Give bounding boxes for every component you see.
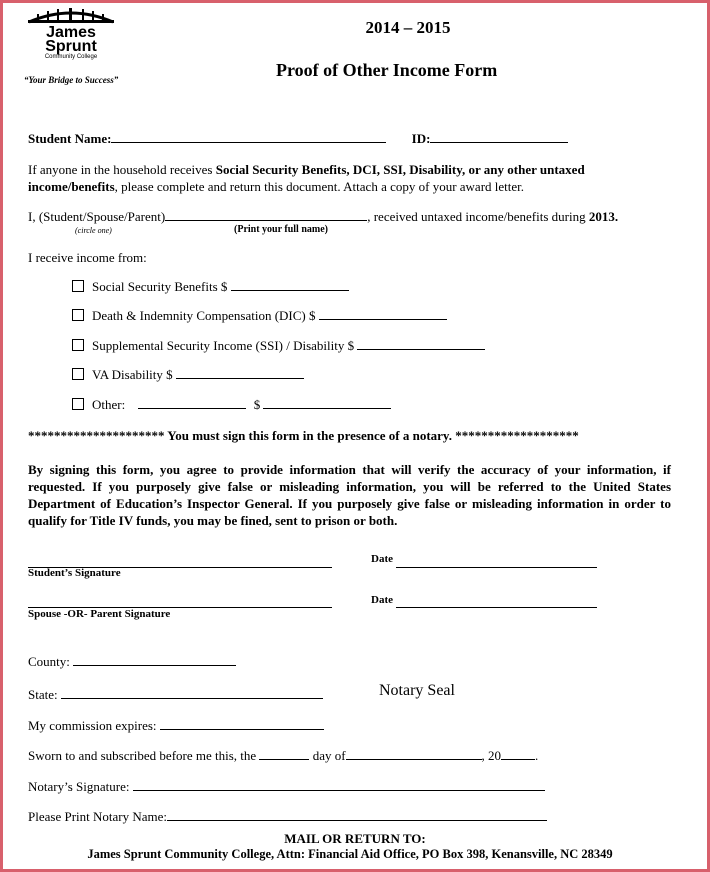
sworn-prefix: Sworn to and subscribed before me this, the: [28, 748, 257, 763]
spouse-date-line[interactable]: [396, 607, 597, 608]
intro-paragraph: [28, 161, 671, 195]
print-name-note: (Print your full name): [234, 224, 328, 235]
notary-notice: ********************* You must sign this form in the presence of a notary. *******************: [28, 428, 579, 443]
amount-field[interactable]: [176, 365, 304, 379]
commission-row: [28, 716, 324, 734]
intro-text-1: If anyone in the household receives: [28, 162, 216, 177]
agreement-paragraph: By signing this form, you agree to provide information that will verify the accuracy of your information, if requested. If you purposely give false or misleading information, you will be referred to the United States Department of Education’s Inspector General. If you purposely give false or misleading information in order to qualify for Title IV funds, you may be fined, sent to prison or both.: [28, 462, 671, 528]
student-date-line[interactable]: [396, 567, 597, 568]
checkbox[interactable]: [72, 309, 84, 321]
income-item: [72, 395, 391, 413]
checkbox[interactable]: [72, 339, 84, 351]
county-label: County:: [28, 654, 70, 669]
amount-field[interactable]: [231, 277, 349, 291]
notary-signature-field[interactable]: [133, 777, 545, 791]
commission-field[interactable]: [160, 716, 324, 730]
student-id-label: ID:: [411, 131, 431, 146]
state-label: State:: [28, 687, 58, 702]
spouse-signature-label: Spouse -OR- Parent Signature: [28, 608, 171, 620]
student-row: [28, 129, 568, 147]
student-id-field[interactable]: [430, 129, 568, 143]
student-name-field[interactable]: [111, 129, 386, 143]
checkbox[interactable]: [72, 398, 84, 410]
footer-address: James Sprunt Community College, Attn: Financial Aid Office, PO Box 398, Kenansville, NC 28349: [87, 847, 613, 861]
income-item: [72, 336, 485, 354]
student-name-label: Student Name:: [28, 131, 112, 146]
date-label: Date: [371, 553, 393, 565]
checkbox[interactable]: [72, 280, 84, 292]
notary-seal-label: Notary Seal: [379, 682, 455, 699]
income-item: [72, 277, 349, 295]
sworn-year-prefix: , 20: [481, 748, 502, 763]
footer-heading: MAIL OR RETURN TO:: [284, 831, 426, 846]
income-item-label: Death & Indemnity Compensation (DIC) $: [92, 308, 316, 323]
sworn-month-field[interactable]: [346, 746, 482, 760]
circle-one-note: (circle one): [75, 226, 112, 235]
checkbox[interactable]: [72, 368, 84, 380]
amount-field[interactable]: [319, 306, 447, 320]
county-field[interactable]: [73, 652, 236, 666]
notary-signature-label: Notary’s Signature:: [28, 779, 130, 794]
logo-subtitle: Community College: [44, 54, 98, 60]
page-title: Proof of Other Income Form: [276, 60, 498, 80]
attest-suffix: , received untaxed income/benefits during: [367, 209, 589, 224]
full-name-field[interactable]: [165, 207, 367, 221]
income-item: [72, 365, 304, 383]
commission-label: My commission expires:: [28, 718, 157, 733]
intro-text-2: , please complete and return this document. Attach a copy of your award letter.: [114, 179, 525, 194]
income-item-label: Other:: [92, 397, 126, 412]
attest-year: 2013.: [588, 209, 619, 224]
attest-prefix: I, (Student/Spouse/Parent): [28, 209, 166, 224]
intro-text-bold: Social Security Benefits, DCI, SSI, Disability, or any other untaxed income/benefits: [28, 162, 585, 194]
income-item-label: VA Disability $: [92, 367, 173, 382]
other-dollar-sign: $: [253, 397, 261, 412]
other-source-field[interactable]: [138, 395, 246, 409]
county-row: [28, 652, 236, 670]
notary-print-label: Please Print Notary Name:: [28, 809, 167, 824]
state-row: [28, 685, 323, 703]
income-item-label: Supplemental Security Income (SSI) / Disability $: [92, 338, 355, 353]
date-label: Date: [371, 594, 393, 606]
sworn-day-field[interactable]: [259, 746, 309, 760]
sworn-row: [28, 746, 538, 764]
income-heading: I receive income from:: [28, 250, 147, 265]
attest-row: [28, 207, 618, 225]
logo-name-line2: Sprunt: [45, 38, 97, 55]
form-year: 2014 – 2015: [365, 18, 451, 37]
sworn-year-field[interactable]: [501, 746, 535, 760]
sworn-end: .: [535, 748, 539, 763]
student-signature-label: Student’s Signature: [28, 567, 121, 579]
sworn-day-of: day of: [312, 748, 346, 763]
notary-signature-row: [28, 777, 545, 795]
notary-print-row: [28, 807, 547, 825]
amount-field[interactable]: [357, 336, 485, 350]
income-item-label: Social Security Benefits $: [92, 279, 228, 294]
income-item: [72, 306, 447, 324]
notary-print-field[interactable]: [167, 807, 547, 821]
logo-tagline: “Your Bridge to Success”: [24, 75, 119, 85]
amount-field[interactable]: [263, 395, 391, 409]
logo-name-line1: James: [46, 24, 96, 41]
state-field[interactable]: [61, 685, 323, 699]
